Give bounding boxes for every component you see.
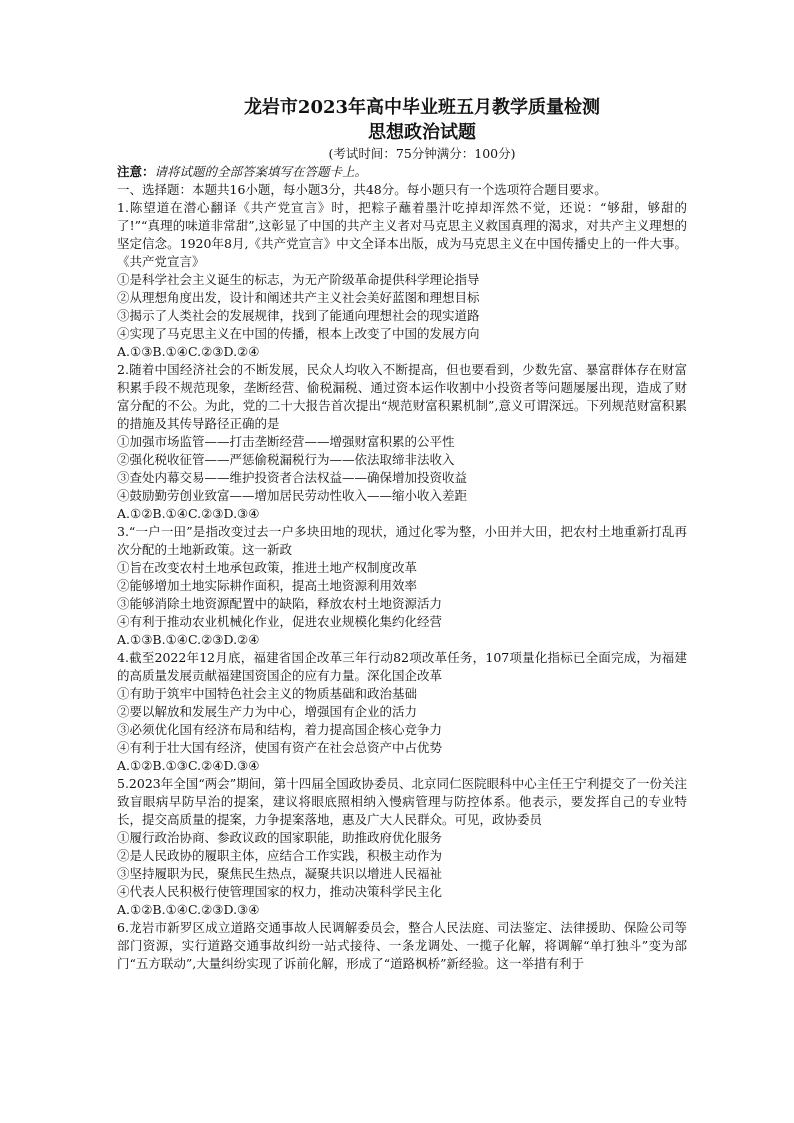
option: ④鼓励勤劳创业致富——增加居民劳动性收入——缩小收入差距 xyxy=(117,488,468,503)
exam-info: (考试时间：75分钟满分：100分) xyxy=(328,146,516,161)
option: ②能够增加土地实际耕作面积，提高土地资源利用效率 xyxy=(117,578,418,593)
option: ③能够消除土地资源配置中的缺陷，释放农村土地资源活力 xyxy=(117,596,443,611)
answer-choices: A.①②B.①④C.②③D.③④ xyxy=(117,902,260,917)
option: ④实现了马克思主义在中国的传播，根本上改变了中国的发展方向 xyxy=(117,326,480,341)
exam-subject: 思想政治试题 xyxy=(368,122,476,143)
answer-choices: A.①②B.①③C.②④D.③④ xyxy=(117,758,260,773)
option: ②要以解放和发展生产力为中心，增强国有企业的活力 xyxy=(117,704,418,719)
option: ②强化税收征管——严惩偷税漏税行为——依法取缔非法收入 xyxy=(117,452,455,467)
question-stem: 3.“一户一田”是指改变过去一户多块田地的现状，通过化零为整，小田并大田，把农村土地重新打乱再次分配的土地新政策。这一新政 xyxy=(117,524,687,557)
option: ①旨在改变农村土地承包政策，推进土地产权制度改革 xyxy=(117,560,418,575)
question-1 xyxy=(117,199,687,361)
option: ②是人民政协的履职主体，应结合工作实践，积极主动作为 xyxy=(117,848,443,863)
notice-text: 请将试题的全部答案填写在答题卡上。 xyxy=(154,164,368,179)
option: ①履行政治协商、参政议政的国家职能，助推政府优化服务 xyxy=(117,830,443,845)
option: ④有利于推动农业机械化作业，促进农业规模化集约化经营 xyxy=(117,614,443,629)
answer-choices: A.①③B.①④C.②③D.②④ xyxy=(117,632,260,647)
option: ③必须优化国有经济布局和结构，着力提高国企核心竞争力 xyxy=(117,722,443,737)
option: ③查处内幕交易——维护投资者合法权益——确保增加投资收益 xyxy=(117,470,468,485)
answer-choices: A.①②B.①④C.②③D.③④ xyxy=(117,506,260,521)
question-4 xyxy=(117,649,687,775)
option: ④代表人民积极行使管理国家的权力，推动决策科学民主化 xyxy=(117,884,443,899)
question-stem: 5.2023年全国“两会”期间，第十四届全国政协委员、北京同仁医院眼科中心主任王宁利提交了一份关注致盲眼病早防早治的提案，建议将眼底照相纳入慢病管理与防控体系。他表示，要发挥自己的专业特长，提交高质量的提案，力争提案落地，惠及广大人民群众。可见，政协委员 xyxy=(117,776,687,827)
question-stem: 4.截至2022年12月底，福建省国企改革三年行动82项改革任务，107项量化指标已全面完成，为福建的高质量发展贡献福建国资国企的应有力量。深化国企改革 xyxy=(117,650,687,683)
option: ②从理想角度出发，设计和阐述共产主义社会美好蓝图和理想目标 xyxy=(117,290,480,305)
question-stem: 1.陈望道在潜心翻译《共产党宣言》时，把粽子蘸着墨汁吃掉却浑然不觉，还说：“够甜，够甜的了!”“真理的味道非常甜”,这彰显了中国的共产主义者对马克思主义救国真理的渴求，对共产主义理想的坚定信念。1920年8月,《共产党宣言》中文全译本出版，成为马克思主义在中国传播史上的一件大事。《共产党宣言》 xyxy=(117,200,687,269)
option: ①加强市场监管——打击垄断经营——增强财富积累的公平性 xyxy=(117,434,455,449)
exam-title: 龙岩市2023年高中毕业班五月教学质量检测 xyxy=(243,97,601,118)
question-5 xyxy=(117,775,687,919)
question-2 xyxy=(117,361,687,523)
option: ③坚持履职为民，聚焦民生热点，凝聚共识以增进人民福祉 xyxy=(117,866,443,881)
question-stem: 6.龙岩市新罗区成立道路交通事故人民调解委员会，整合人民法庭、司法鉴定、法律援助、保险公司等部门资源，实行道路交通事故纠纷一站式接待、一条龙调处、一揽子化解，将调解“单打独斗”变为部门“五方联动”,大量纠纷实现了诉前化解，形成了“道路枫桥”新经验。这一举措有利于 xyxy=(117,920,687,971)
option: ④有利于壮大国有经济，使国有资产在社会总资产中占优势 xyxy=(117,740,443,755)
question-3 xyxy=(117,523,687,649)
question-stem: 2.随着中国经济社会的不断发展，民众人均收入不断提高，但也要看到，少数先富、暴富群体存在财富积累手段不规范现象，垄断经营、偷税漏税、通过资本运作收割中小投资者等问题屡屡出现，造成了财富分配的不公。为此，党的二十大报告首次提出“规范财富积累机制”,意义可谓深远。下列规范财富积累的措施及其传导路径正确的是 xyxy=(117,362,687,431)
option: ①是科学社会主义诞生的标志，为无产阶级革命提供科学理论指导 xyxy=(117,272,480,287)
exam-page xyxy=(117,96,687,973)
notice-label: 注意： xyxy=(117,164,155,179)
option: ①有助于筑牢中国特色社会主义的物质基础和政治基础 xyxy=(117,686,418,701)
notice xyxy=(117,163,687,181)
section-heading: 一、选择题：本题共16小题，每小题3分，共48分。每小题只有一个选项符合题目要求。 xyxy=(117,182,607,197)
question-6 xyxy=(117,919,687,973)
answer-choices: A.①③B.①④C.②③D.②④ xyxy=(117,344,260,359)
option: ③揭示了人类社会的发展规律，找到了能通向理想社会的现实道路 xyxy=(117,308,480,323)
